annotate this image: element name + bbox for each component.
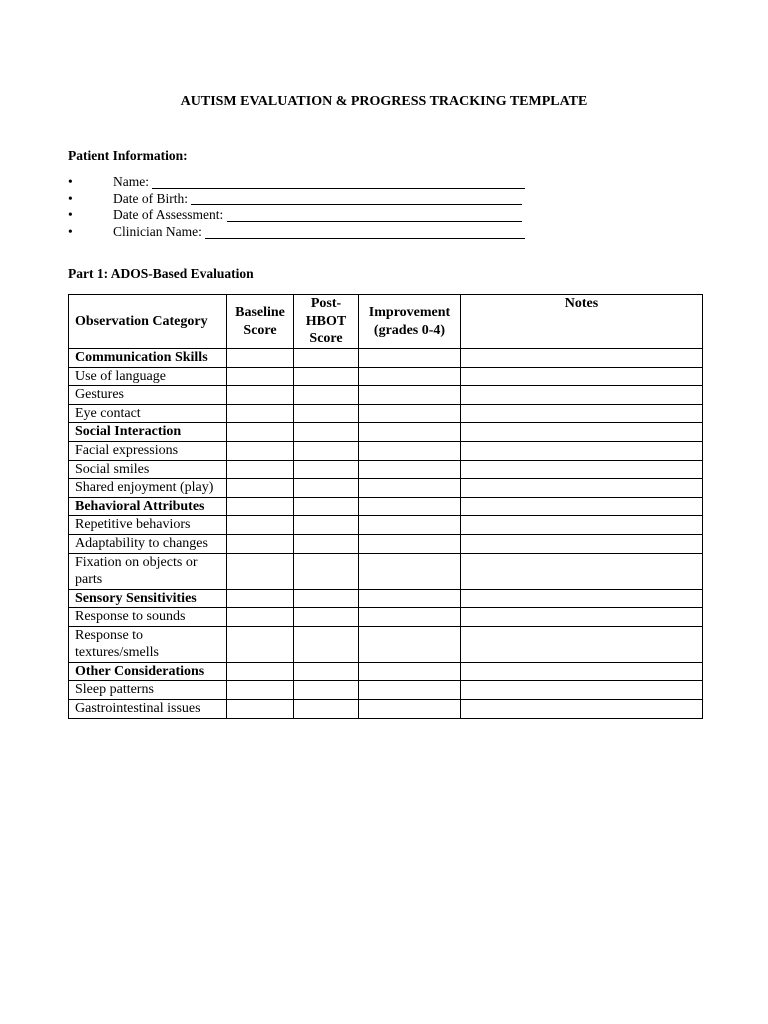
category-label: Behavioral Attributes	[69, 497, 227, 516]
field-label-name: Name:	[113, 173, 153, 189]
observation-label: Adaptability to changes	[69, 534, 227, 553]
post-hbot-score-cell[interactable]	[294, 516, 359, 535]
patient-info-list	[68, 174, 538, 241]
notes-cell[interactable]	[461, 534, 703, 553]
table-row	[69, 479, 703, 498]
post-hbot-score-cell[interactable]	[294, 367, 359, 386]
patient-info-heading: Patient Information:	[68, 148, 188, 163]
observation-label: Shared enjoyment (play)	[69, 479, 227, 498]
post-hbot-score-cell[interactable]	[294, 497, 359, 516]
improvement-cell[interactable]	[359, 479, 461, 498]
notes-cell[interactable]	[461, 460, 703, 479]
post-hbot-score-cell[interactable]	[294, 386, 359, 405]
observation-label: Gestures	[69, 386, 227, 405]
notes-cell[interactable]	[461, 699, 703, 718]
observation-label: Eye contact	[69, 404, 227, 423]
improvement-cell[interactable]	[359, 608, 461, 627]
improvement-cell[interactable]	[359, 404, 461, 423]
post-hbot-score-cell[interactable]	[294, 553, 359, 589]
improvement-cell[interactable]	[359, 349, 461, 368]
post-hbot-score-cell[interactable]	[294, 349, 359, 368]
post-hbot-score-cell[interactable]	[294, 662, 359, 681]
notes-cell[interactable]	[461, 423, 703, 442]
notes-cell[interactable]	[461, 662, 703, 681]
column-header-baseline: Baseline Score	[227, 295, 294, 349]
patient-field-clinician	[68, 224, 538, 241]
assessment-date-blank-line[interactable]	[227, 209, 522, 222]
field-label-clinician: Clinician Name:	[113, 224, 206, 240]
field-label-dob: Date of Birth:	[113, 190, 192, 206]
observation-label: Social smiles	[69, 460, 227, 479]
patient-field-dob	[68, 191, 538, 208]
bullet-icon: •	[68, 173, 73, 189]
bullet-icon: •	[68, 207, 73, 223]
observation-label: Response to sounds	[69, 608, 227, 627]
improvement-cell[interactable]	[359, 681, 461, 700]
clinician-blank-line[interactable]	[205, 226, 525, 239]
bullet-icon: •	[68, 190, 73, 206]
notes-cell[interactable]	[461, 626, 703, 662]
category-label: Other Considerations	[69, 662, 227, 681]
observation-label: Repetitive behaviors	[69, 516, 227, 535]
observation-label: Gastrointestinal issues	[69, 699, 227, 718]
notes-cell[interactable]	[461, 479, 703, 498]
baseline-score-cell[interactable]	[227, 349, 294, 368]
column-header-post-hbot: Post-HBOT Score	[294, 295, 359, 349]
category-label: Social Interaction	[69, 423, 227, 442]
column-header-improvement: Improvement (grades 0-4)	[359, 295, 461, 349]
observation-label: Response to textures/smells	[69, 626, 227, 662]
improvement-cell[interactable]	[359, 386, 461, 405]
observation-label: Use of language	[69, 367, 227, 386]
post-hbot-score-cell[interactable]	[294, 608, 359, 627]
table-header-row	[69, 295, 703, 349]
baseline-score-cell[interactable]	[227, 516, 294, 535]
post-hbot-score-cell[interactable]	[294, 681, 359, 700]
table-row	[69, 460, 703, 479]
post-hbot-score-cell[interactable]	[294, 534, 359, 553]
patient-field-name	[68, 174, 538, 191]
evaluation-table	[68, 294, 703, 719]
baseline-score-cell[interactable]	[227, 589, 294, 608]
category-label: Sensory Sensitivities	[69, 589, 227, 608]
category-row	[69, 662, 703, 681]
patient-field-assessment-date	[68, 207, 538, 224]
baseline-score-cell[interactable]	[227, 404, 294, 423]
document-title: AUTISM EVALUATION & PROGRESS TRACKING TEMPLATE	[180, 94, 588, 109]
improvement-cell[interactable]	[359, 441, 461, 460]
notes-cell[interactable]	[461, 608, 703, 627]
observation-label: Fixation on objects or parts	[69, 553, 227, 589]
table-row	[69, 608, 703, 627]
notes-cell[interactable]	[461, 589, 703, 608]
improvement-cell[interactable]	[359, 553, 461, 589]
observation-label: Sleep patterns	[69, 681, 227, 700]
notes-cell[interactable]	[461, 367, 703, 386]
improvement-cell[interactable]	[359, 626, 461, 662]
table-row	[69, 681, 703, 700]
baseline-score-cell[interactable]	[227, 367, 294, 386]
table-row	[69, 534, 703, 553]
post-hbot-score-cell[interactable]	[294, 423, 359, 442]
improvement-cell[interactable]	[359, 534, 461, 553]
category-label: Communication Skills	[69, 349, 227, 368]
table-row	[69, 699, 703, 718]
baseline-score-cell[interactable]	[227, 662, 294, 681]
column-header-observation: Observation Category	[69, 295, 227, 349]
table-row	[69, 441, 703, 460]
improvement-cell[interactable]	[359, 589, 461, 608]
notes-cell[interactable]	[461, 386, 703, 405]
notes-cell[interactable]	[461, 681, 703, 700]
notes-cell[interactable]	[461, 404, 703, 423]
improvement-cell[interactable]	[359, 423, 461, 442]
baseline-score-cell[interactable]	[227, 386, 294, 405]
baseline-score-cell[interactable]	[227, 441, 294, 460]
dob-blank-line[interactable]	[191, 192, 522, 205]
baseline-score-cell[interactable]	[227, 626, 294, 662]
part1-heading: Part 1: ADOS-Based Evaluation	[68, 266, 254, 281]
baseline-score-cell[interactable]	[227, 681, 294, 700]
improvement-cell[interactable]	[359, 367, 461, 386]
bullet-icon: •	[68, 224, 73, 240]
post-hbot-score-cell[interactable]	[294, 479, 359, 498]
table-row	[69, 367, 703, 386]
post-hbot-score-cell[interactable]	[294, 589, 359, 608]
table-row	[69, 516, 703, 535]
table-row	[69, 626, 703, 662]
post-hbot-score-cell[interactable]	[294, 404, 359, 423]
baseline-score-cell[interactable]	[227, 553, 294, 589]
table-row	[69, 386, 703, 405]
baseline-score-cell[interactable]	[227, 699, 294, 718]
notes-cell[interactable]	[461, 441, 703, 460]
improvement-cell[interactable]	[359, 460, 461, 479]
category-row	[69, 349, 703, 368]
category-row	[69, 589, 703, 608]
notes-cell[interactable]	[461, 497, 703, 516]
category-row	[69, 423, 703, 442]
post-hbot-score-cell[interactable]	[294, 460, 359, 479]
notes-cell[interactable]	[461, 349, 703, 368]
improvement-cell[interactable]	[359, 699, 461, 718]
baseline-score-cell[interactable]	[227, 608, 294, 627]
baseline-score-cell[interactable]	[227, 423, 294, 442]
category-row	[69, 497, 703, 516]
baseline-score-cell[interactable]	[227, 534, 294, 553]
improvement-cell[interactable]	[359, 497, 461, 516]
post-hbot-score-cell[interactable]	[294, 441, 359, 460]
baseline-score-cell[interactable]	[227, 460, 294, 479]
baseline-score-cell[interactable]	[227, 497, 294, 516]
column-header-notes: Notes	[461, 295, 703, 349]
table-body	[69, 349, 703, 719]
table-row	[69, 553, 703, 589]
notes-cell[interactable]	[461, 516, 703, 535]
improvement-cell[interactable]	[359, 516, 461, 535]
improvement-cell[interactable]	[359, 662, 461, 681]
notes-cell[interactable]	[461, 553, 703, 589]
observation-label: Facial expressions	[69, 441, 227, 460]
post-hbot-score-cell[interactable]	[294, 699, 359, 718]
table-row	[69, 404, 703, 423]
field-label-assessment-date: Date of Assessment:	[113, 207, 227, 223]
baseline-score-cell[interactable]	[227, 479, 294, 498]
name-blank-line[interactable]	[152, 176, 525, 189]
post-hbot-score-cell[interactable]	[294, 626, 359, 662]
